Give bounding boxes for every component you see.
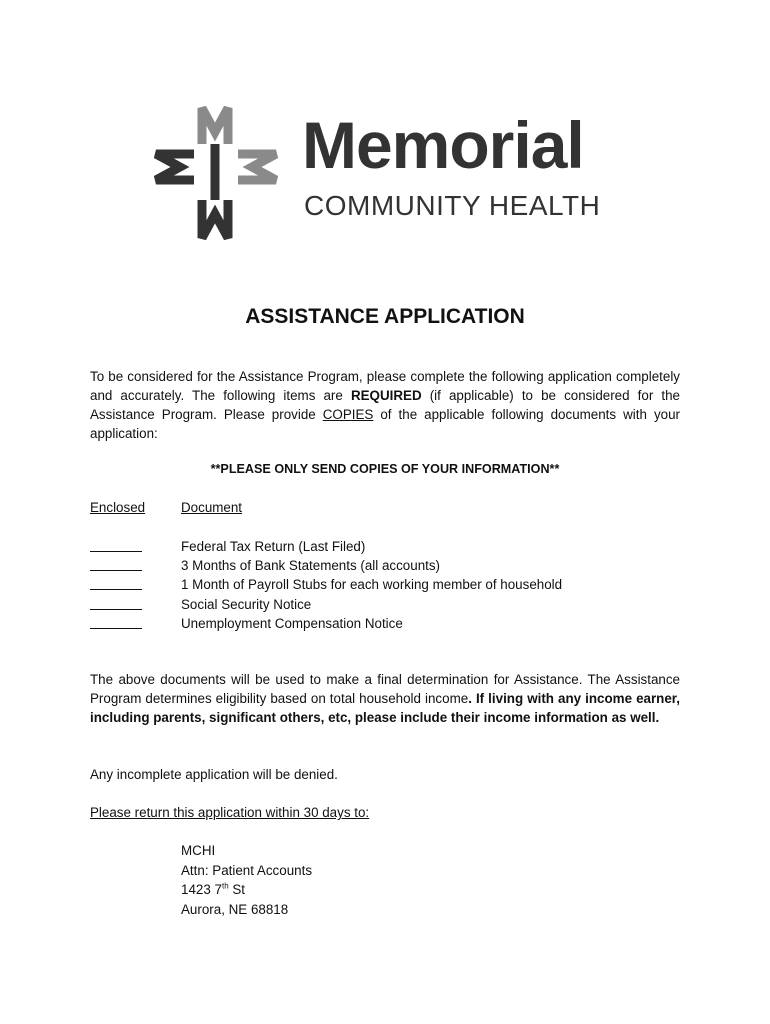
street-number: 1423 7 — [181, 882, 222, 897]
checklist-row — [90, 595, 690, 614]
enclosed-header: Enclosed — [90, 500, 146, 515]
intro-copies: COPIES — [322, 407, 374, 422]
document-label: 1 Month of Payroll Stubs for each working member of household — [181, 577, 563, 593]
document-label: 3 Months of Bank Statements (all accounts) — [181, 558, 441, 574]
return-instruction: Please return this application within 30 days to: — [90, 805, 370, 820]
memorial-logo — [152, 104, 622, 244]
determination-bold-text: . If living with any income earner, including parents, significant others, etc, please include their income information as well. — [90, 691, 680, 725]
mailing-address — [181, 841, 312, 919]
checklist-row — [90, 556, 690, 575]
address-line-1: MCHI — [181, 843, 216, 858]
intro-text-2: (if applicable) to be considered for the Assistance Program. Please provide — [90, 388, 680, 422]
checklist-row — [90, 575, 690, 594]
document-checklist — [90, 537, 690, 633]
intro-required: REQUIRED — [350, 388, 422, 403]
document-label: Unemployment Compensation Notice — [181, 615, 403, 631]
checklist-row — [90, 537, 690, 556]
document-header: Document — [181, 500, 243, 515]
enclosed-blank[interactable] — [90, 628, 142, 629]
address-line-2: Attn: Patient Accounts — [181, 862, 313, 878]
street-superscript: th — [221, 881, 229, 891]
document-label: Federal Tax Return (Last Filed) — [181, 539, 366, 554]
copies-note: **PLEASE ONLY SEND COPIES OF YOUR INFORMATION** — [210, 462, 560, 476]
logo-wordmark: Memorial — [302, 108, 584, 182]
address-street — [181, 880, 312, 900]
intro-text-1: To be considered for the Assistance Program, please complete the following application completely and accurately. The following items are — [90, 369, 680, 403]
determination-text: The above documents will be used to make a final determination for Assistance. The Assistance Program determines eligibility based on total household income — [90, 672, 680, 706]
enclosed-blank[interactable] — [90, 570, 142, 571]
page-title: ASSISTANCE APPLICATION — [245, 305, 525, 328]
enclosed-blank[interactable] — [90, 589, 142, 590]
street-suffix: St — [228, 882, 246, 897]
logo-mark-icon — [152, 104, 292, 244]
intro-text-3: of the applicable following documents with your application: — [90, 407, 680, 441]
incomplete-notice: Any incomplete application will be denied. — [90, 767, 338, 782]
document-label: Social Security Notice — [181, 596, 312, 612]
checklist-row — [90, 614, 690, 633]
logo-subtitle: COMMUNITY HEALTH — [304, 190, 601, 221]
address-city: Aurora, NE 68818 — [181, 901, 289, 917]
determination-paragraph — [90, 670, 680, 727]
enclosed-blank[interactable] — [90, 551, 142, 552]
enclosed-blank[interactable] — [90, 609, 142, 610]
intro-paragraph — [90, 367, 680, 443]
